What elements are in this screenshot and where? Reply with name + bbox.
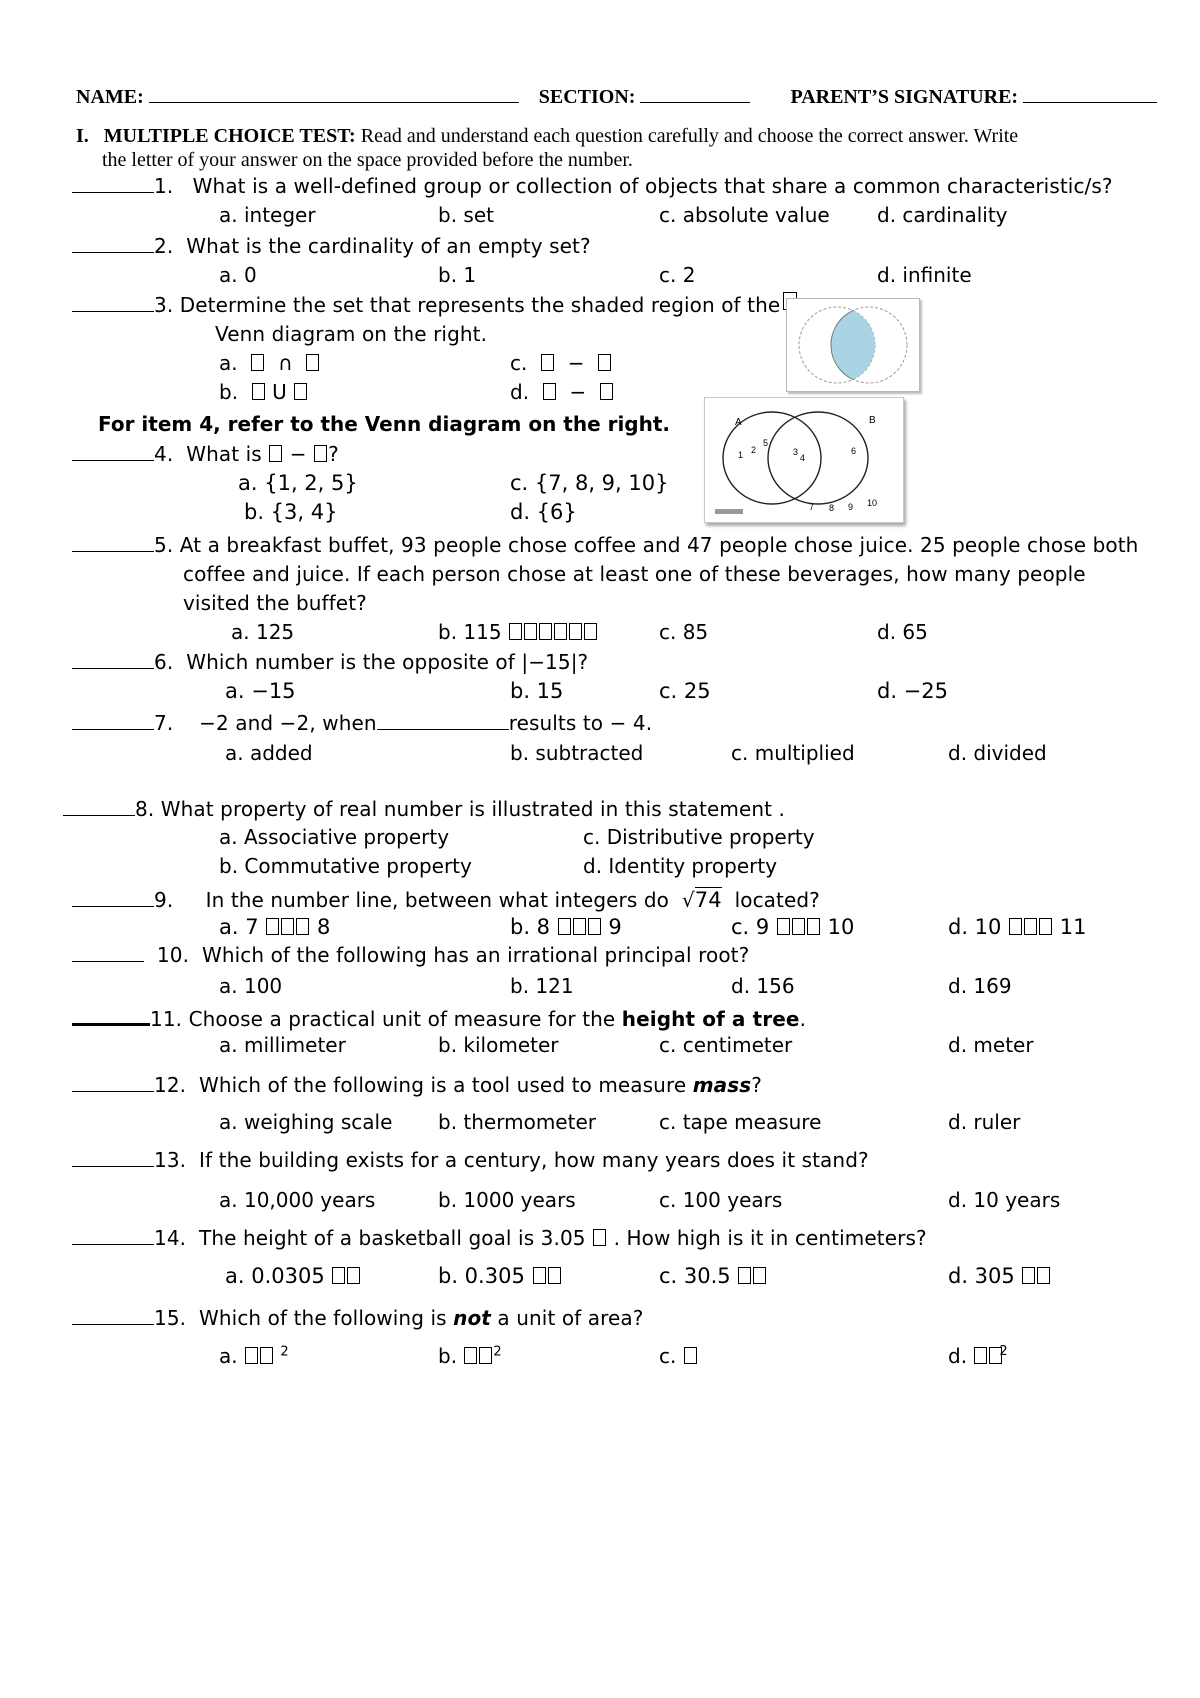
option-b: b. 115 [438,620,598,644]
option-d: d. {6} [510,500,577,524]
question-text: If the building exists for a century, how many years does it stand? [199,1148,869,1172]
question-number: 9. [154,888,174,912]
question-text: Which of the following is a tool used to measure [199,1073,687,1097]
option-a: a. 100 [219,974,283,998]
question-8 [63,797,785,821]
question-number: 1. [154,174,174,198]
venn-svg [787,299,919,391]
option-c: c. − [510,351,612,375]
venn-num: 1 [738,450,744,460]
option-d: d. −25 [877,679,948,703]
venn-num: 8 [829,503,835,513]
answer-blank-15[interactable] [72,1306,154,1325]
question-5-line-3: visited the buffet? [183,591,367,615]
option-c: c. 100 years [659,1188,783,1212]
option-c: c. [659,1344,698,1368]
answer-blank-2[interactable] [72,234,154,253]
question-number: 4. [154,442,174,466]
question-1 [72,174,1113,198]
answer-blank-5[interactable] [72,533,154,552]
section-blank[interactable] [640,84,750,103]
question-14: 14. The height of a basketball goal is 3.05 . How high is it in centimeters? [72,1226,927,1250]
circle-b [768,412,868,504]
question-number: 14. [154,1226,187,1250]
answer-blank-1[interactable] [72,174,154,193]
option-c: c. 85 [659,620,709,644]
answer-blank-6[interactable] [72,650,154,669]
question-number: 8. [135,797,155,821]
sqrt-icon: √74 [681,888,722,912]
question-text: Which of the following is [199,1306,447,1330]
question-number: 3. [154,293,174,317]
question-text: −2 and −2, when [199,711,377,735]
option-c: c. Distributive property [583,825,815,849]
option-b: b. $^2$ [438,1344,502,1368]
option-c: c. 2 [659,263,696,287]
option-b: b. Commutative property [219,854,472,878]
answer-blank-4[interactable] [72,442,154,461]
option-c: c. 30.5 [659,1264,767,1288]
part-title: MULTIPLE CHOICE TEST: [103,125,356,147]
venn-svg [705,398,903,522]
answer-blank-10[interactable] [72,943,144,962]
question-10 [72,943,749,967]
question-text: What is a well-defined group or collection of objects that share a common characteristic/s? [192,174,1113,198]
venn-num: 6 [851,446,857,456]
option-d: d. meter [948,1033,1034,1057]
option-a: a. {1, 2, 5} [238,471,358,495]
question-5 [72,533,1138,557]
answer-blank-12[interactable] [72,1073,154,1092]
option-c: c. multiplied [731,741,855,765]
answer-blank-8[interactable] [63,797,135,816]
option-c: c. 25 [659,679,711,703]
venn-num: 9 [848,502,854,512]
question-number: 7. [154,711,174,735]
option-a: a. −15 [225,679,296,703]
label-b: B [869,415,876,426]
shaded-intersection [831,307,907,383]
option-d: d. 65 [877,620,928,644]
option-c: c. absolute value [659,203,830,227]
option-a: a. 7 8 [219,915,331,939]
label-a: A [735,417,742,428]
option-d: d. cardinality [877,203,1008,227]
venn-num: 5 [763,438,769,448]
instructions [76,125,1018,148]
option-c: d. 156 [731,974,795,998]
question-4: 4. What is − ? [72,442,339,466]
option-b: b. subtracted [510,741,644,765]
question-7 [72,711,652,735]
venn-num: 7 [809,502,815,512]
name-blank[interactable] [149,84,519,103]
question-text: What property of real number is illustrated in this statement . [160,797,785,821]
option-c: c. {7, 8, 9, 10} [510,471,669,495]
option-a: a. 0 [219,263,257,287]
option-b: b. 15 [510,679,564,703]
answer-blank-14[interactable] [72,1226,154,1245]
option-a: a. 125 [231,620,295,644]
option-a: a. integer [219,203,316,227]
question-text: Choose a practical unit of measure for the [188,1007,616,1031]
question-number: 13. [154,1148,187,1172]
option-d: d. − [510,380,614,404]
question-text: The height of a basketball goal is 3.05 [199,1226,586,1250]
question-text-end: results to − 4. [508,711,653,735]
question-6 [72,650,588,674]
question-text-emphasis: mass [692,1073,752,1097]
item-4-note: For item 4, refer to the Venn diagram on the right. [98,412,671,436]
option-a: a. weighing scale [219,1110,393,1134]
option-d: d. 10 years [948,1188,1061,1212]
fill-blank[interactable] [377,711,509,730]
option-a: a. Associative property [219,825,450,849]
question-text: What is the cardinality of an empty set? [186,234,591,258]
option-b: b. 121 [510,974,574,998]
question-number: 10. [156,943,190,967]
question-text-emphasis: not [453,1306,491,1330]
part-numeral: I. [76,125,89,147]
instruction-line-1: Read and understand each question carefully and choose the correct answer. Write [360,125,1019,147]
option-d: d. 10 11 [948,915,1087,939]
option-b: b. set [438,203,494,227]
option-d: d. divided [948,741,1047,765]
option-b: b. kilometer [438,1033,559,1057]
question-number: 2. [154,234,174,258]
option-b: b. thermometer [438,1110,596,1134]
question-number: 11. [150,1007,183,1031]
blurred-label [715,509,743,514]
question-text: What is [186,442,262,466]
option-d: d. 305 [948,1264,1051,1288]
option-b: b. 0.305 [438,1264,562,1288]
question-number: 6. [154,650,174,674]
venn-num: 4 [800,453,806,463]
question-number: 15. [154,1306,187,1330]
option-d: d. infinite [877,263,972,287]
name-label: NAME: [76,86,144,108]
option-c: c. centimeter [659,1033,793,1057]
question-text: At a breakfast buffet, 93 people chose coffee and 47 people chose juice. 25 people chose both [179,533,1139,557]
option-b: b. {3, 4} [244,500,338,524]
question-9: 9. In the number line, between what integers do √74 located? [72,888,820,912]
option-d: d. Identity property [583,854,778,878]
option-a: a. 0.0305 [225,1264,361,1288]
question-13 [72,1148,869,1172]
option-d: d. 169 [948,974,1012,998]
option-b: b. 8 9 [510,915,622,939]
answer-blank-3[interactable] [72,293,154,312]
venn-num: 3 [793,447,799,457]
question-15: 15. Which of the following is not a unit of area? [72,1306,644,1330]
question-11: 11. Choose a practical unit of measure for the height of a tree. [72,1005,806,1031]
question-text: Determine the set that represents the shaded region of the [179,293,781,317]
answer-blank-11[interactable] [72,1005,150,1026]
option-a: a. added [225,741,313,765]
question-text: Which of the following has an irrational principal root? [201,943,750,967]
option-a: a. 10,000 years [219,1188,376,1212]
question-2 [72,234,591,258]
option-c: c. 9 10 [731,915,855,939]
section-label: SECTION: [538,86,636,108]
header-row [76,84,1157,109]
option-b: b. 1000 years [438,1188,576,1212]
question-text-emphasis: height of a tree [621,1007,800,1031]
question-3 [72,293,780,317]
question-12: 12. Which of the following is a tool used to measure mass? [72,1073,762,1097]
option-a: a. millimeter [219,1033,346,1057]
signature-blank[interactable] [1023,84,1157,103]
option-d: d. ruler [948,1110,1021,1134]
venn-diagram-q4 [704,397,904,523]
option-b: b. 1 [438,263,477,287]
question-text: In the number line, between what integers do [205,888,669,912]
answer-blank-7[interactable] [72,711,154,730]
option-a: a. $^2$ [219,1344,289,1368]
venn-diagram-q3 [786,298,920,392]
question-5-line-2: coffee and juice. If each person chose at least one of these beverages, how many people [183,562,1086,586]
venn-num: 2 [751,445,757,455]
answer-blank-13[interactable] [72,1148,154,1167]
option-d: d. $^2$ [948,1344,1008,1368]
venn-num: 10 [867,498,878,508]
answer-blank-9[interactable] [72,888,154,907]
instruction-line-2: the letter of your answer on the space provided before the number. [102,149,633,171]
option-c: c. tape measure [659,1110,822,1134]
signature-label: PARENT’S SIGNATURE: [790,86,1019,108]
option-b: b. U [219,380,308,404]
option-a: a. ∩ [219,351,320,375]
question-3-line-2: Venn diagram on the right. [215,322,488,346]
question-number: 12. [154,1073,187,1097]
question-number: 5. [154,533,174,557]
question-text: Which number is the opposite of |−15|? [186,650,589,674]
